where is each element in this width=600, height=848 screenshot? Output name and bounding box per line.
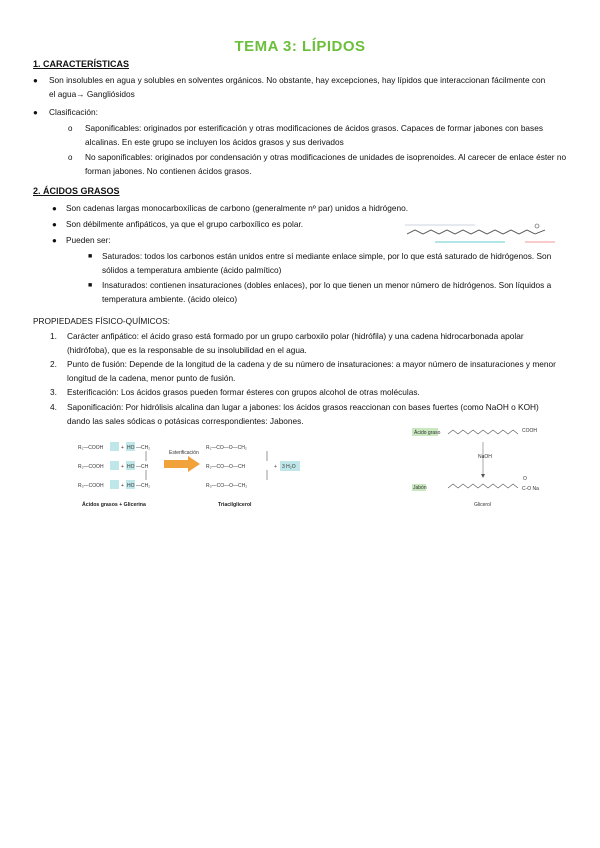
bullet-cadenas: ● Son cadenas largas monocarboxílicas de carbono (generalmente nº par) unidos a hidrógeno. — [52, 202, 562, 216]
bullet-icon: ● — [52, 204, 57, 213]
property-item-2: 2. Punto de fusión: Depende de la longitud de la cadena y de su número de insaturaciones: a mayor número de insaturaciones y menor longitud de la cadena, menor punto de fusión. — [50, 359, 556, 383]
reactant-row1-ch2: —CH₂ — [136, 445, 151, 451]
property-item-3: 3. Esterificación: Los ácidos grasos pueden formar ésteres con grupos alcohol de otras moléculas. — [50, 387, 420, 397]
bullet-icon: ● — [33, 108, 38, 117]
reactant-row1-plus: + — [121, 445, 124, 451]
circle-bullet-icon: o — [68, 153, 73, 162]
subitem-saponificables: o Saponificables: originados por esterificación y otras modificaciones de ácidos grasos. Capaces de formar jabones con bases alcalinas. En este grupo se incluyen los ácidos grasos y sus derivados — [68, 123, 543, 147]
document-title: TEMA 3: LÍPIDOS — [234, 38, 366, 55]
square-bullet-icon: ■ — [88, 253, 93, 260]
properties-heading: PROPIEDADES FÍSICO-QUÍMICOS: — [33, 316, 170, 326]
subitem-no-saponificables: o No saponificables: originados por condensación y otras modificaciones de unidades de isoprenoides. Al carecer de enlace éster no forman jabones. No contienen ácidos grasos. — [68, 152, 567, 176]
glycerol-label: Glicerol — [474, 502, 491, 508]
fatty-acid-structure-image — [395, 220, 565, 248]
saponification-diagram — [408, 422, 558, 514]
section-heading-acidos-grasos: 2. ÁCIDOS GRASOS — [33, 186, 120, 196]
reactant-row2-plus: + — [121, 464, 124, 470]
cooh-label: COOH — [522, 428, 537, 434]
reactant-row3-ho: HO — [127, 483, 135, 489]
property-item-4: 4. Saponificación: Por hidrólisis alcalina dan lugar a jabones: los ácidos grasos reaccionan con bases fuertes (como NaOH o KOH) dando las sales sódicas o potásicas correspondientes: Jabones. — [50, 402, 539, 426]
con-label: C-O Na — [522, 486, 539, 492]
caption-product: Triacilglicerol — [218, 502, 252, 508]
reactant-row1-acid: R₁—COOH — [78, 445, 104, 451]
square-bullet-icon: ■ — [88, 282, 93, 289]
product-row3: R₃—CO—O—CH₂ — [206, 483, 248, 489]
esterification-diagram — [78, 440, 318, 515]
reactant-row1-ho: HO — [127, 445, 135, 451]
subitem-saturados: ■ Saturados: todos los carbonos están unidos entre sí mediante enlace simple, por lo que está saturado de hidrógenos. Son sólidos a temperatura ambiente (ácido palmítico) — [88, 251, 552, 275]
bullet-pueden-ser: ● Pueden ser: — [52, 234, 352, 248]
reaction-arrow-icon — [164, 456, 200, 472]
reactant-row3-ch2: —CH₂ — [136, 483, 151, 489]
bullet-icon: ● — [33, 76, 38, 85]
naoh-label: NaOH — [478, 454, 492, 460]
bullet-icon: ● — [52, 220, 57, 229]
reactant-row2-acid: R₂—COOH — [78, 464, 104, 470]
reactant-row3-acid: R₃—COOH — [78, 483, 104, 489]
reactant-row3-plus: + — [121, 483, 124, 489]
oxygen-label: O — [523, 476, 527, 482]
fatty-acid-label: Ácido graso — [414, 430, 441, 436]
property-item-1: 1. Carácter anfipático: el ácido graso está formado por un grupo carboxilo polar (hidrófila) y una cadena hidrocarbonada apolar (hidrófoba), que es la responsable de su insolubilidad en el agua. — [50, 331, 524, 355]
water-label: 3 H₂O — [282, 464, 296, 470]
bullet-anfipaticos: ● Son débilmente anfipáticos, ya que el grupo carboxílico es polar. — [52, 218, 382, 232]
subitem-insaturados: ■ Insaturados: contienen insaturaciones (dobles enlaces), por lo que tienen un menor número de hidrógenos. Son líquidos a temperatura ambiente. (ácido oleico) — [88, 280, 552, 304]
section-heading-caracteristicas: 1. CARACTERÍSTICAS — [33, 59, 130, 69]
caption-reactants: Ácidos grasos + Glicerina — [82, 502, 146, 508]
product-plus: + — [274, 464, 277, 470]
reactant-row2-ho: HO — [127, 464, 135, 470]
circle-bullet-icon: o — [68, 124, 73, 133]
bullet-insolubles: ● Son insolubles en agua y solubles en solventes orgánicos. No obstante, hay excepciones, hay lípidos que interaccionan fácilmente con el agua→ Gangliósidos — [33, 75, 546, 99]
soap-label: Jabón — [413, 485, 427, 491]
reactant-row2-ch: —CH — [136, 464, 149, 470]
product-row2: R₂—CO—O—CH — [206, 464, 246, 470]
bullet-clasificacion: ● Clasificación: — [33, 106, 553, 120]
bullet-icon: ● — [52, 236, 57, 245]
arrow-label: Esterificación — [169, 450, 199, 456]
product-row1: R₁—CO—O—CH₂ — [206, 445, 247, 451]
